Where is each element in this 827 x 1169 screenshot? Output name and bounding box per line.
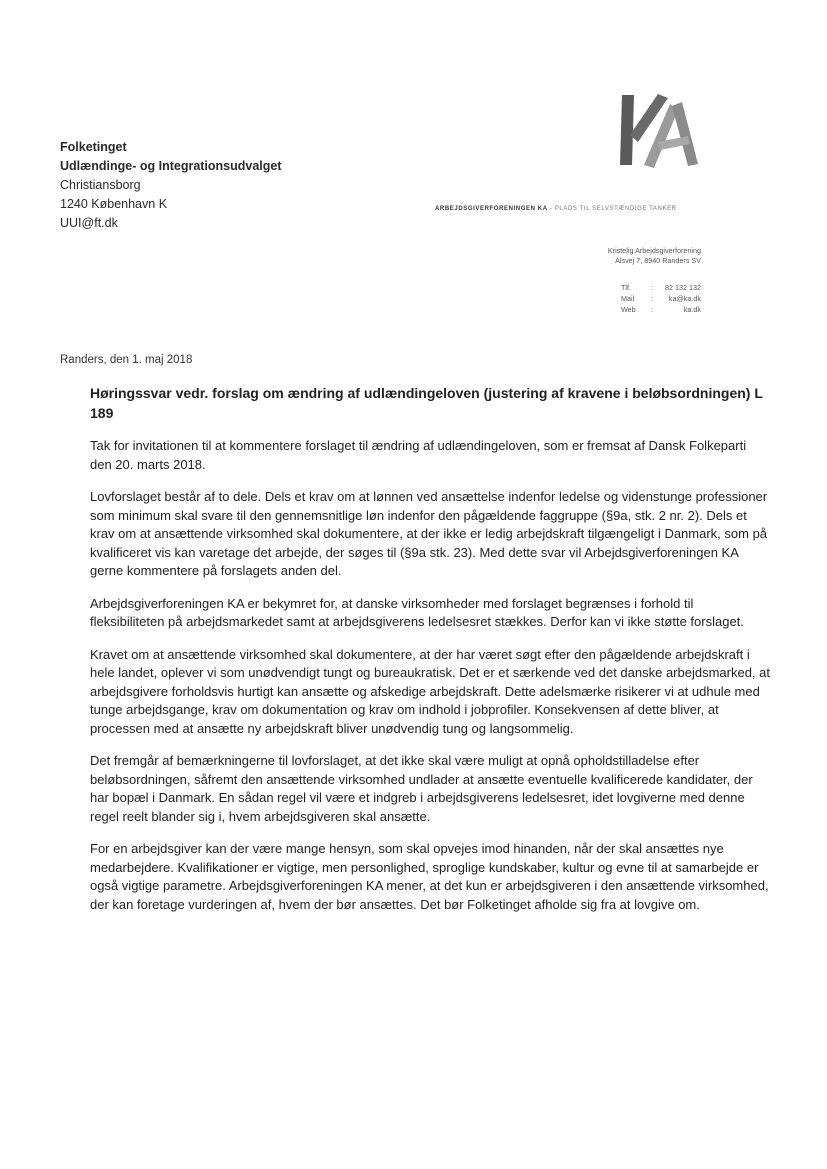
contact-web-row — [621, 304, 701, 315]
mail-label: Mail — [621, 294, 635, 303]
org-tagline — [435, 206, 701, 212]
phone-label: Tlf. — [621, 283, 631, 292]
web-separator: : — [651, 305, 653, 314]
ka-logo-svg — [610, 90, 700, 170]
paragraph-4: Kravet om at ansættende virksomhed skal dokumentere, at der har været søgt efter den pågældende arbejdskraft i hele landet, oplever vi som unødvendigt tungt og bureaukratisk. Det er et særkende ved det danske arbejdsmarked, at arbejdsgivere forholdsvis hurtigt kan ansætte og afskedige arbejdskraft. Dette adelsmærke risikerer vi at udhule med tunge arbejdsgange, krav om dokumentation og krav om indhold i jobprofiler. Konsekvensen af dette bliver, at processen med at ansætte ny arbejdskraft bliver unødvendig tung og langsommelig. — [90, 646, 770, 736]
tagline-slogan: - PLADS TIL SELVSTÆNDIGE TANKER — [549, 206, 677, 212]
recipient-committee: Udlændinge- og Integrationsudvalget — [60, 159, 282, 173]
web-value: ka.dk — [683, 305, 701, 314]
letter-date: Randers, den 1. maj 2018 — [60, 354, 193, 366]
paragraph-6: For en arbejdsgiver kan der være mange hensyn, som skal opvejes imod hinanden, når der skal ansættes nye medarbejdere. Kvalifikationer er vigtige, men personlighed, sproglige kundskaber, kultur og evne til at samarbejde er også vigtige parametre. Arbejdsgiverforeningen KA mener, at det kun er arbejdsgiveren i den ansættende virksomhed, der kan foretage vurderingen af, hvem der bør ansættes. Det bør Folketinget afholde sig fra at lovgive om. — [90, 841, 769, 912]
tagline-org: ARBEJDSGIVERFORENINGEN KA — [435, 206, 548, 212]
letter-body — [90, 383, 770, 928]
recipient-email: UUI@ft.dk — [60, 216, 118, 230]
paragraph-1: Tak for invitationen til at kommentere forslaget til ændring af udlændingeloven, som er fremsat af Dansk Folkeparti den 20. marts 2018. — [90, 438, 747, 472]
sender-street: Alsvej 7, 8940 Randers SV — [615, 256, 701, 265]
logo-k-stem — [620, 95, 634, 165]
recipient-building: Christiansborg — [60, 178, 141, 192]
mail-value: ka@ka.dk — [668, 294, 701, 303]
phone-value: 82 132 132 — [665, 283, 701, 292]
ka-logo-icon — [610, 90, 700, 170]
mail-separator: : — [651, 294, 653, 303]
letter-subject: Høringssvar vedr. forslag om ændring af udlændingeloven (justering af kravene i beløbsordningen) L 189 — [90, 385, 763, 421]
recipient-address — [60, 138, 282, 233]
web-label: Web — [621, 305, 636, 314]
paragraph-2: Lovforslaget består af to dele. Dels et krav om at lønnen ved ansættelse indenfor ledelse og videnstunge professioner som minimum skal svare til den gennemsnitlige løn indenfor den pågældende faggruppe (§9a, stk. 2 nr. 2). Dels et krav om at ansættende virksomhed skal dokumentere, at der ikke er ledig arbejdskraft tilgængeligt i Danmark, som på kvalificeret vis kan varetage det arbejde, der søges til (§9a stk. 23). Med dette svar vil Arbejdsgiverforeningen KA gerne kommentere på forslagets anden del. — [90, 489, 768, 578]
paragraph-3: Arbejdsgiverforeningen KA er bekymret for, at danske virksomheder med forslaget begrænses i forhold til fleksibiliteten på arbejdsmarkedet samt at arbejdsgiverens ledelsesret stækkes. Derfor kan vi ikke støtte forslaget. — [90, 595, 744, 629]
phone-separator: : — [651, 283, 653, 292]
contact-mail-row — [621, 293, 701, 304]
paragraph-5: Det fremgår af bemærkningerne til lovforslaget, at det ikke skal være muligt at opnå opholdstilladelse efter beløbsordningen, såfremt den ansættende virksomhed undlader at ansætte eventuelle kvalificerede kandidater, der har bopæl i Danmark. En sådan regel vil være et indgreb i arbejdsgiverens ledelsesret, idet lovgiverne med denne regel reelt blander sig i, hvem arbejdsgiveren skal ansætte. — [90, 753, 753, 824]
recipient-city: 1240 København K — [60, 197, 168, 211]
contact-phone-row — [621, 282, 701, 293]
logo-a-right — [672, 102, 698, 166]
contact-info — [621, 282, 701, 315]
sender-name: Kristelig Arbejdsgiverforening — [607, 246, 701, 255]
recipient-name: Folketinget — [60, 140, 127, 154]
sender-address — [608, 246, 701, 266]
